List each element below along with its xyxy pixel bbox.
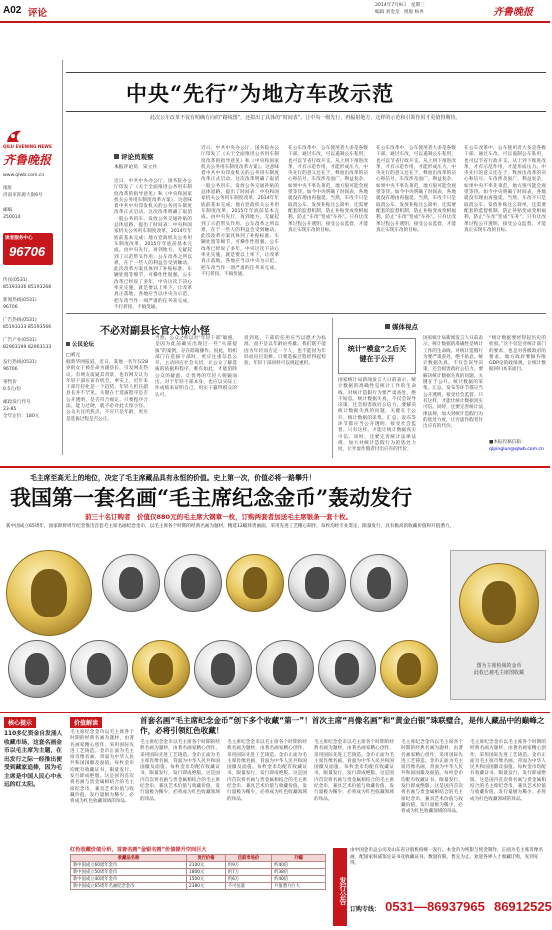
commentary-tag-label: 评论员观察 [121,153,154,161]
headline-block [66,72,546,112]
coin [132,640,190,698]
ad: 85193333 85193566 [3,325,52,330]
article2-tag [66,340,94,348]
table-cell: 1500元 [187,876,226,883]
editors-line: 编辑 刘金龙 组版 杨冉 [375,10,424,15]
article3-credit: ■本报投稿信箱： [489,440,526,445]
table-cell: 约40倍 [272,876,326,883]
website[interactable]: www.qlwb.com.cn [3,173,45,178]
article2-tag-label: 公民论坛 [72,342,95,348]
table-cell: 升值潜力巨大 [272,883,326,890]
masthead-logo: 齐鲁晚报 [493,7,533,18]
ad-body-col3: 毛主席纪念金币以毛主席各个时期的经典名画为题材，由著名画家精心创作，采用国际先进工艺铸造。金币正面为毛主席肖像名画，背面为中华人民共和国国徽及面值。每枚金币均配有收藏证书，限量发行，发行即成绝版。这是国内首次将名画与贵金属相结合的毛主席纪念币，兼具艺术价值与收藏价值，发行量极为稀少，必将成为红色收藏领域的珍品。 [227,740,307,802]
coin [226,554,284,612]
portrait-panel [450,550,546,700]
article2-title: 不必对副县长官大惊小怪 [100,326,210,337]
subs-label: 邮政发行代号 [3,400,31,405]
coin [8,640,66,698]
ad-mid-title: 首套名画“毛主席纪念金币”创下多个收藏“第一”！首次主席“肖像名画”和“黄金白银”珠联璧合，是伟人藏品中的巅峰之作，必将引领红色收藏！ [140,716,545,735]
hotline-box [3,233,53,265]
article2-body-col3: 说到底，干部的任用应当以德才为标准，而不是以年龄论英雄。我们既不能因为年轻而否定一个人，也不能因为年轻而盲目追捧。只要选拔过程经得起检验，年轻干部同样可以挑起重担。 [244,336,326,367]
order-label: 发行公告 [333,848,347,926]
ad-title: 我国第一套名画“毛主席纪念金币”轰动发行 [10,485,413,510]
news-label: 新闻热线(0531) [3,298,37,303]
article3-title: 统计“模盒”之后关键在于公开 [347,345,407,363]
commentary-byline: 本报评论员 宋立兵 [114,165,158,170]
table-row [71,862,326,869]
ad-subtitle: 前三十名订购者 价值仅880元的毛主席大钢章一枚，订购两套者加送毛主席银条一套十枚。 [85,513,353,521]
ad-body-col2: 毛主席纪念金币以毛主席各个时期的经典名画为题材，由著名画家精心创作，采用国际先进工艺铸造。金币正面为毛主席肖像名画，背面为中华人民共和国国徽及面值。每枚金币均配有收藏证书，限量发行，发行即成绝版。这是国内首次将名画与贵金属相结合的毛主席纪念币，兼具艺术价值与收藏价值，发行量极为稀少，必将成为红色收藏领域的珍品。 [140,740,220,802]
ad-body-col5: 毛主席纪念金币以毛主席各个时期的经典名画为题材，由著名画家精心创作，采用国际先进工艺铸造。金币正面为毛主席肖像名画，背面为中华人民共和国国徽及面值。每枚金币均配有收藏证书，限量发行，发行即成绝版。这是国内首次将名画与贵金属相结合的毛主席纪念币，兼具艺术价值与收藏价值，发行量极为稀少，必将成为红色收藏领域的珍品。 [401,740,463,815]
article3-tag [385,322,418,331]
table-cell: 新中国成立40周年金币 [71,876,187,883]
coin-large [6,550,92,636]
table-cell: 约7万 [225,869,271,876]
table-header: 目前市场价 [225,855,271,862]
hotline-number: 96706 [9,244,46,259]
article2-byline: □刘元 [66,353,81,358]
order-text: 由中国金币总公司及山东省分销机构统一发行。本金币为纯银与纯金制作，正面为毛主席肖像名画，配国家权威鉴定证书及收藏证书。数量有限，售完为止。欢迎各界人士收藏订购，先到先得。 [350,848,543,867]
headline-title: 中央“先行”为地方车改示范 [126,81,395,106]
phone-number-2[interactable]: 86912525 [493,899,552,914]
zip-label: 邮编 [3,208,13,213]
price: 0.5元/份 [3,387,22,392]
table-cell: 2100元 [187,862,226,869]
address-label: 地址 [3,186,13,191]
zip: 250014 [3,215,21,220]
ad-body-col4: 毛主席纪念金币以毛主席各个时期的经典名画为题材，由著名画家精心创作，采用国际先进工艺铸造。金币正面为毛主席肖像名画，背面为中华人民共和国国徽及面值。每枚金币均配有收藏证书，限量发行，发行即成绝版。这是国内首次将名画与贵金属相结合的毛主席纪念币，兼具艺术价值与收藏价值，发行量极为稀少，必将成为红色收藏领域的珍品。 [314,740,394,802]
table-header: 收藏品名称 [71,855,187,862]
article2-body-col1: 据新华网报道，近日，某地一名年仅28岁的女子被任命为副县长，引发网友热议。有网友质疑其背景，也有网友认为年轻干部应该有机会。事实上，近年来干部年轻化是一个趋势，年轻人担任副县长并不罕见。关键在于选拔程序是否公开透明，是否符合规定。只要程序合法、能力过硬，就不必对此大惊小怪。公众关注的焦点，不应只是年龄，更应是选拔过程是否公正。 [66,360,148,422]
dist: 96706 [3,367,18,372]
phone-label: 订购专线： [350,906,381,913]
table-cell: 约9万 [225,862,271,869]
fax: 85193336 85193268 [3,285,52,290]
table-cell: 新中国成立50周年金币 [71,869,187,876]
column-right-col3: 在公车改革中，公车使用者大多是各级干部，通过车改，可以遏制公车私用，也可以节省行政开支。从上到下推进改革，才有示范作用，才能形成压力。中央先行的意义还在于，释放出改革的决心和信号。车改涉及面广，利益复杂，如果中央不率先垂范，地方很可能会观望等待。如今中央明确了时间表，各地就没有理由再拖延。当然，车改不只是取消公车、发放补贴这么简单，还需要配套的监督机制，防止补贴变成变相福利，防止“车改”变成“车补”。只有让改革过程公开透明，接受公众监督，才能真正实现车改的目标。 [464,146,546,233]
sidebar-divider [62,60,63,455]
article3-body-col3: “统计数据要经得起历史的检验。”这不仅是对统计部门的要求，也是对各级政府的要求。地方政府要摒弃唯GDP论的政绩观，让统计数据回归本来面目。 [489,336,546,373]
article3-title-box [338,338,416,374]
portrait-coin [459,563,539,643]
table-row [71,869,326,876]
ad-label: 广告热线(0531) [3,318,37,323]
table-header: 升幅 [272,855,326,862]
article3-body-col2: 国家统计局新闻发言人日前表示，统计数据的准确性是统计工作的生命线。对统计造假行为要严肃查处，绝不姑息。统计数据失真，不仅会误导决策，还会损害政府公信力。要解决统计数据失真的问题，关键在于公开。统计数据的采集、汇总、发布等环节都应当公开透明，接受社会监督。只有这样，才能让统计数据真实可信。同时，还要完善统计法律法规，加大对统计造假行为的惩处力度，让弄虚作假者付出应有的代价。 [423,336,483,430]
table-row [71,876,326,883]
subs: 23-85 [3,407,17,412]
column-right-col2: 在公车改革中，公车使用者大多是各级干部，通过车改，可以遏制公车私用，也可以节省行政开支。从上到下推进改革，才有示范作用，才能形成压力。中央先行的意义还在于，释放出改革的决心和信号。车改涉及面广，利益复杂，如果中央不率先垂范，地方很可能会观望等待。如今中央明确了时间表，各地就没有理由再拖延。当然，车改不只是取消公车、发放补贴这么简单，还需要配套的监督机制，防止补贴变成变相福利，防止“车改”变成“车补”。只有让改革过程公开透明，接受公众监督，才能真正实现车改的目标。 [376,146,456,233]
column-right-col1: 在公车改革中，公车使用者大多是各级干部，通过车改，可以遏制公车私用，也可以节省行政开支。从上到下推进改革，才有示范作用，才能形成压力。中央先行的意义还在于，释放出改革的决心和信号。车改涉及面广，利益复杂，如果中央不率先垂范，地方很可能会观望等待。如今中央明确了时间表，各地就没有理由再拖延。当然，车改不只是取消公车、发放补贴这么简单，还需要配套的监督机制，防止补贴变成变相福利，防止“车改”变成“车补”。只有让改革过程公开透明，接受公众监督，才能真正实现车改的目标。 [288,146,368,233]
article3-body-col1: 国家统计局新闻发言人日前表示，统计数据的准确性是统计工作的生命线。对统计造假行为要严肃查处，绝不姑息。统计数据失真，不仅会误导决策，还会损害政府公信力。要解决统计数据失真的问题，关键在于公开。统计数据的采集、汇总、发布等环节都应当公开透明，接受社会监督。只有这样，才能让统计数据真实可信。同时，还要完善统计法律法规，加大对统计造假行为的惩处力度，让弄虚作假者付出应有的代价。 [338,378,416,453]
value-table [70,854,326,890]
table-cell: 新中国成立65周年名画纪念金币 [71,883,187,890]
price-label: 零售价 [3,380,17,385]
table-title: 红色收藏价值分析，首套名画“金银名画”价值提升空间巨大 [70,847,207,853]
coin [318,640,376,698]
core-tag: 核心提示 [4,717,36,728]
ad-body-col1: 毛主席纪念金币以毛主席各个时期的经典名画为题材，由著名画家精心创作，采用国际先进工艺铸造。金币正面为毛主席肖像名画，背面为中华人民共和国国徽及面值。每枚金币均配有收藏证书，限量发行，发行即成绝版。这是国内首次将名画与贵金属相结合的毛主席纪念币，兼具艺术价值与收藏价值，发行量极为稀少，必将成为红色收藏领域的珍品。 [70,730,134,805]
ad-intro: 新中国成立65周年，国家即将周年纪念推出首套毛主席名画纪念金币，以毛主席各个时期的经典名画为题材，精选12幅珍贵画面，采用先进工艺精心制作，每枚均经专业鉴定，限量发行，具有极高的收藏价值和升值潜力。 [6,524,455,529]
table-cell: 新中国成立60周年金币 [71,862,187,869]
masthead-rule [0,21,550,23]
ad-block [0,466,550,930]
article3-email[interactable]: qlpinglun@qlwb.com.cn [489,447,544,452]
brand-en: QILU EVENING NEWS [3,144,52,149]
table-cell: 约38倍 [272,869,326,876]
ad2: 82963199 82963133 [3,345,52,350]
table-cell: 2380元 [187,883,226,890]
article3-tag-label: 媒体视点 [392,323,418,331]
coin-gallery [4,548,444,708]
table-cell: 约6万 [225,876,271,883]
ad-divider [0,712,550,713]
fax-label: 传真(0531) [3,278,28,283]
ad2-label: 广告产业(0531) [3,338,37,343]
order-phone-row [350,896,552,920]
coin [350,554,408,612]
coin [164,554,222,612]
sidebar [3,60,59,460]
table-header-row [71,855,326,862]
table-cell: 1800元 [187,869,226,876]
value-tag: 价值解读 [70,717,102,728]
table-cell: 约40倍 [272,862,326,869]
square-icon [114,154,119,159]
table-header: 发行价格 [187,855,226,862]
ad-kicker: 毛主席至高无上的地位，决定了毛主席藏品具有永恒的价值。史上第一次，价值必将一路攀升！ [30,474,316,482]
hotline-label: 读者服务中心 [5,236,33,241]
issue-date: 2014年7月9日 星期三 [375,3,425,8]
news: 96706 [3,305,18,310]
phone-number-1[interactable]: 0531—86937965 [385,899,485,914]
portrait-caption: 图为主席检阅的金币 此枚已被毛主席图收藏 [473,663,524,676]
coin [288,554,346,612]
coin [70,640,128,698]
annual-price: 全年定价：180元 [3,414,40,419]
section-name: 评论 [28,8,48,19]
address: 济南市泺源大街6号 [3,193,43,198]
article2-body-col2: 当然，公众之所以对“年轻干部”敏感，是因为此前确实出现过一些“火箭提拔”的案例，存在暗箱操作。因此，组织部门在选拔干部时，更应注重信息公开，主动回应社会关切，让公众了解选拔的依据和程序。唯有如此，才能消除公众的疑虑，让优秀的年轻人脱颖而出。对于年轻干部本身，也应以实际工作成绩来证明自己，用实干赢得群众的认可。 [155,336,237,398]
section-rule [66,313,546,314]
table-cell: 不可估量 [225,883,271,890]
square-icon [66,342,70,346]
commentary-body-col1: 近日，中共中央办公厅、国务院办公厅印发了《关于全面推进公务用车制度改革的指导意见》和《中央和国家机关公务用车制度改革方案》。这意味着中共中央印发机关的公务用车制度改革正式启动。这次改革明确了取消一般公务用车、发放公务交通补贴的总体思路，提出了时间表：中央和国家机关公务用车制度改革，2014年年底前基本完成；地方党政机关公务用车制度改革，2015年年底前基本完成。由中央先行，再到地方，无疑起到了示范带头作用。公车改革之所以难，在于一些人的利益会受到触动。此次改革方案具体到了补贴标准、车辆处置等细节，可操作性很强。公车改革已经说了多年，中央这次下决心率先实施，就是要以上率下，让改革真正落地。各地应当以中央为示范，把车改当作一项严肃的任务来完成，不打折扣，不搞变通。 [114,179,192,310]
table-row [71,883,326,890]
logo-emblem [5,128,23,144]
brand-cn: 齐鲁晚报 [3,153,52,167]
headline-deck: 此次公车改革不仅有明确方向的“路线图”，还拟出了具体的“时间表”。让中央一级先行，再辐射地方，这样的示范和引领作用才更值得期待。 [150,115,461,121]
coin [194,640,252,698]
square-icon [385,324,390,329]
ad-body-col6: 毛主席纪念金币以毛主席各个时期的经典名画为题材，由著名画家精心创作，采用国际先进工艺铸造。金币正面为毛主席肖像名画，背面为中华人民共和国国徽及面值。每枚金币均配有收藏证书，限量发行，发行即成绝版。这是国内首次将名画与贵金属相结合的毛主席纪念币，兼具艺术价值与收藏价值，发行量极为稀少，必将成为红色收藏领域的珍品。 [470,740,546,802]
coin [380,640,438,698]
commentary-body-col2: 近日，中共中央办公厅、国务院办公厅印发了《关于全面推进公务用车制度改革的指导意见》和《中央和国家机关公务用车制度改革方案》。这意味着中共中央印发机关的公务用车制度改革正式启动。这次改革明确了取消一般公务用车、发放公务交通补贴的总体思路，提出了时间表：中央和国家机关公务用车制度改革，2014年年底前基本完成；地方党政机关公务用车制度改革，2015年年底前基本完成。由中央先行，再到地方，无疑起到了示范带头作用。公车改革之所以难，在于一些人的利益会受到触动。此次改革方案具体到了补贴标准、车辆处置等细节，可操作性很强。公车改革已经说了多年，中央这次下决心率先实施，就是要以上率下，让改革真正落地。各地应当以中央为示范，把车改当作一项严肃的任务来完成，不打折扣，不搞变通。 [201,146,279,277]
coin [102,554,160,612]
core-text: 110多亿资金自发涌人收藏市场，这套名画金币以毛主席为主题，在出发行之际一经推出便受到藏家追捧，因为毛主席是中国人民心中永远的红太阳。 [4,731,63,788]
coin [256,640,314,698]
dist-label: 发行热线(0531) [3,360,37,365]
commentary-tag [114,152,154,161]
article-divider [332,318,333,458]
masthead [0,0,550,22]
page-number: A02 [3,5,22,16]
